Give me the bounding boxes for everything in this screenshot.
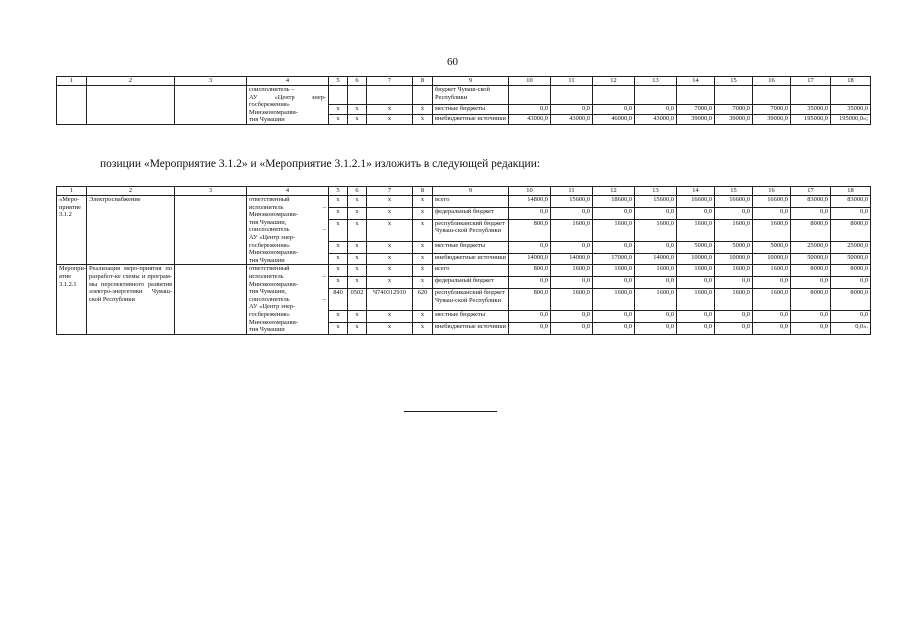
value-cell: 0,0 bbox=[791, 322, 831, 334]
column-number: 8 bbox=[413, 77, 433, 86]
cell-line: соисполнитель – bbox=[249, 226, 326, 234]
table-row bbox=[57, 86, 871, 105]
value-cell: 0,0 bbox=[635, 322, 677, 334]
value-cell: 0,0 bbox=[509, 241, 551, 253]
cell-line: исполнитель – bbox=[249, 203, 326, 211]
cell-line: госбережения» bbox=[249, 310, 290, 318]
table-cell: x bbox=[348, 277, 367, 289]
table-cell: Ч740312910 bbox=[367, 288, 413, 310]
cell-line: исполнитель – bbox=[249, 272, 326, 280]
table-cell: x bbox=[367, 196, 413, 208]
value-cell: 0,0 bbox=[635, 277, 677, 289]
column-number: 13 bbox=[635, 77, 677, 86]
value-cell: 0,0 bbox=[791, 277, 831, 289]
value-cell: 5000,0 bbox=[753, 241, 791, 253]
responsible-cell bbox=[247, 265, 329, 334]
column-number: 8 bbox=[413, 187, 433, 196]
table-cell: x bbox=[329, 104, 348, 114]
column-number: 10 bbox=[509, 187, 551, 196]
table-row bbox=[57, 196, 871, 208]
column-number: 14 bbox=[677, 77, 715, 86]
measure-name-cell: «Меро-приятие 3.1.2 bbox=[57, 196, 87, 265]
cell-line: соисполнитель – bbox=[249, 86, 295, 93]
value-cell: 43000,0 bbox=[635, 114, 677, 124]
table-cell: x bbox=[329, 277, 348, 289]
responsible-cell bbox=[247, 86, 329, 125]
funding-source-cell: местные бюджеты bbox=[433, 311, 509, 323]
column-number: 5 bbox=[329, 187, 348, 196]
table-cell: x bbox=[367, 207, 413, 219]
value-cell: 1600,0 bbox=[715, 288, 753, 310]
funding-source-cell: всего bbox=[433, 265, 509, 277]
value-cell: 18600,0 bbox=[593, 196, 635, 208]
value-cell: 0,0 bbox=[635, 207, 677, 219]
table-cell bbox=[329, 86, 348, 105]
value-cell bbox=[677, 86, 715, 105]
column-number: 9 bbox=[433, 187, 509, 196]
value-cell: 7000,0 bbox=[677, 104, 715, 114]
value-cell: 0,0 bbox=[509, 322, 551, 334]
table-cell: x bbox=[367, 311, 413, 323]
value-cell bbox=[551, 86, 593, 105]
cell-line: АУ «Центр энер- bbox=[249, 303, 296, 311]
cell-line: Минэкономразви- bbox=[249, 318, 298, 326]
value-cell: 16600,0 bbox=[677, 196, 715, 208]
measure-description-cell: Реализация меро-приятия по разработ-ке схемы и програм-мы перспективного развития электро-энергетики Чуваш-ской Республики bbox=[87, 265, 175, 334]
table-cell: x bbox=[329, 311, 348, 323]
value-cell: 1600,0 bbox=[551, 219, 593, 241]
table-cell: x bbox=[348, 241, 367, 253]
value-cell: 14000,0 bbox=[635, 253, 677, 265]
table-header-row bbox=[57, 77, 871, 86]
value-cell: 800,0 bbox=[509, 265, 551, 277]
table-continuation bbox=[56, 76, 871, 125]
value-cell: 8000,0 bbox=[791, 219, 831, 241]
column-number: 1 bbox=[57, 77, 87, 86]
value-cell: 1600,0 bbox=[593, 265, 635, 277]
cell-line: ответственный bbox=[249, 196, 290, 203]
cell-line: тия Чувашии bbox=[249, 326, 285, 334]
value-cell: 5000,0 bbox=[677, 241, 715, 253]
table-cell: 840 bbox=[329, 288, 348, 310]
cell-line: Минэкономразви- bbox=[249, 211, 298, 219]
value-cell: 0,0 bbox=[831, 207, 871, 219]
column-number: 7 bbox=[367, 77, 413, 86]
column-number: 16 bbox=[753, 187, 791, 196]
column-number: 1 bbox=[57, 187, 87, 196]
table-measures bbox=[56, 186, 871, 335]
value-cell: 46000,0 bbox=[593, 114, 635, 124]
value-cell: 0,0 bbox=[551, 277, 593, 289]
value-cell: 83000,0 bbox=[831, 196, 871, 208]
value-cell: 0,0 bbox=[593, 322, 635, 334]
value-cell: 0,0 bbox=[509, 207, 551, 219]
value-cell: 1600,0 bbox=[677, 219, 715, 241]
value-cell: 1600,0 bbox=[593, 288, 635, 310]
value-cell: 0,0 bbox=[551, 104, 593, 114]
column-number: 6 bbox=[348, 187, 367, 196]
responsible-cell bbox=[247, 196, 329, 265]
footer-rule bbox=[404, 411, 497, 412]
table-cell: x bbox=[413, 114, 433, 124]
value-cell: 39000,0 bbox=[715, 114, 753, 124]
table-cell: x bbox=[329, 219, 348, 241]
column-number: 6 bbox=[348, 77, 367, 86]
column-number: 15 bbox=[715, 77, 753, 86]
table-cell bbox=[348, 86, 367, 105]
table-cell: x bbox=[348, 253, 367, 265]
funding-source-cell: бюджет Чуваш-ской Республики bbox=[433, 86, 509, 105]
value-cell: 17000,0 bbox=[593, 253, 635, 265]
value-cell: 8000,0 bbox=[831, 265, 871, 277]
value-cell: 1600,0 bbox=[715, 265, 753, 277]
column-number: 12 bbox=[593, 187, 635, 196]
table-cell: x bbox=[367, 265, 413, 277]
table-cell: x bbox=[367, 241, 413, 253]
column-number: 11 bbox=[551, 77, 593, 86]
column-number: 10 bbox=[509, 77, 551, 86]
funding-source-cell: местные бюджеты bbox=[433, 104, 509, 114]
value-cell: 0,0 bbox=[551, 311, 593, 323]
value-cell bbox=[831, 86, 871, 105]
funding-source-cell: республиканский бюджет Чуваш-ской Республики bbox=[433, 288, 509, 310]
cell-line: соисполнитель – bbox=[249, 295, 326, 303]
table-header-row bbox=[57, 187, 871, 196]
value-cell: 1600,0 bbox=[753, 219, 791, 241]
value-cell: 0,0 bbox=[753, 322, 791, 334]
value-cell: 10000,0 bbox=[753, 253, 791, 265]
value-cell: 1600,0 bbox=[677, 288, 715, 310]
value-cell: 16600,0 bbox=[753, 196, 791, 208]
table-cell: 0502 bbox=[348, 288, 367, 310]
page-number: 60 bbox=[447, 56, 458, 68]
value-cell: 0,0 bbox=[791, 311, 831, 323]
value-cell: 43000,0 bbox=[509, 114, 551, 124]
value-cell: 0,0 bbox=[593, 277, 635, 289]
value-cell: 14800,0 bbox=[509, 196, 551, 208]
table-cell: x bbox=[367, 114, 413, 124]
value-cell: 14000,0 bbox=[509, 253, 551, 265]
table-cell: x bbox=[367, 253, 413, 265]
table-cell bbox=[367, 86, 413, 105]
column-number: 12 bbox=[593, 77, 635, 86]
value-cell: 16600,0 bbox=[715, 196, 753, 208]
value-cell: 8000,0 bbox=[831, 219, 871, 241]
table-cell: x bbox=[348, 114, 367, 124]
value-cell: 0,0 bbox=[831, 311, 871, 323]
column-number: 18 bbox=[831, 77, 871, 86]
table-cell: 620 bbox=[413, 288, 433, 310]
value-cell: 0,0 bbox=[791, 207, 831, 219]
cell-line: АУ «Центр энер- bbox=[249, 233, 296, 241]
cell-line: тия Чувашии, bbox=[249, 218, 287, 226]
funding-source-cell: всего bbox=[433, 196, 509, 208]
column-number: 4 bbox=[247, 77, 329, 86]
value-cell: 0,0 bbox=[593, 311, 635, 323]
value-cell: 10000,0 bbox=[715, 253, 753, 265]
table-cell bbox=[175, 196, 247, 265]
table-cell: x bbox=[413, 241, 433, 253]
value-cell bbox=[509, 86, 551, 105]
value-cell: 50000,0 bbox=[831, 253, 871, 265]
value-cell: 0,0 bbox=[677, 322, 715, 334]
value-cell: 14000,0 bbox=[551, 253, 593, 265]
cell-line: Минэкономразви- bbox=[249, 249, 298, 257]
column-number: 11 bbox=[551, 187, 593, 196]
table-cell: x bbox=[348, 196, 367, 208]
column-number: 15 bbox=[715, 187, 753, 196]
table-row bbox=[57, 265, 871, 277]
column-number: 4 bbox=[247, 187, 329, 196]
value-cell: 8000,0 bbox=[831, 288, 871, 310]
cell-line: госбережения» bbox=[249, 241, 290, 249]
column-number: 17 bbox=[791, 77, 831, 86]
column-number: 18 bbox=[831, 187, 871, 196]
table-cell: x bbox=[348, 219, 367, 241]
column-number: 16 bbox=[753, 77, 791, 86]
value-cell: 1600,0 bbox=[635, 288, 677, 310]
column-number: 3 bbox=[175, 187, 247, 196]
value-cell: 8000,0 bbox=[791, 265, 831, 277]
table-cell: x bbox=[413, 265, 433, 277]
table-cell: x bbox=[329, 322, 348, 334]
table-cell: x bbox=[329, 207, 348, 219]
table-cell: x bbox=[413, 196, 433, 208]
table-cell: x bbox=[367, 322, 413, 334]
value-cell: 0,0 bbox=[677, 277, 715, 289]
funding-source-cell: местные бюджеты bbox=[433, 241, 509, 253]
value-cell: 0,0 bbox=[753, 207, 791, 219]
value-cell: 0,0 bbox=[753, 277, 791, 289]
value-cell: 195000,0 bbox=[791, 114, 831, 124]
value-cell: 0,0 bbox=[551, 241, 593, 253]
table-cell: x bbox=[413, 219, 433, 241]
table-cell: x bbox=[367, 104, 413, 114]
value-cell: 10000,0 bbox=[677, 253, 715, 265]
value-cell: 1600,0 bbox=[677, 265, 715, 277]
funding-source-cell: республиканский бюджет Чуваш-ской Республики bbox=[433, 219, 509, 241]
table-cell: x bbox=[348, 207, 367, 219]
value-cell: 43000,0 bbox=[551, 114, 593, 124]
section-heading: позиции «Мероприятие 3.1.2» и «Мероприятие 3.1.2.1» изложить в следующей редакции: bbox=[100, 158, 541, 170]
value-cell: 15600,0 bbox=[551, 196, 593, 208]
value-cell: 0,0 bbox=[635, 311, 677, 323]
column-number: 14 bbox=[677, 187, 715, 196]
column-number: 5 bbox=[329, 77, 348, 86]
value-cell: 800,0 bbox=[509, 288, 551, 310]
value-cell bbox=[635, 86, 677, 105]
funding-source-cell: федеральный бюджет bbox=[433, 277, 509, 289]
table-cell: x bbox=[413, 104, 433, 114]
column-number: 9 bbox=[433, 77, 509, 86]
value-cell bbox=[791, 86, 831, 105]
column-number: 7 bbox=[367, 187, 413, 196]
value-cell: 0,0 bbox=[509, 311, 551, 323]
value-cell: 1600,0 bbox=[635, 219, 677, 241]
cell-line: Минэкономразви- bbox=[249, 108, 298, 116]
cell-line: тия Чувашии bbox=[249, 116, 285, 124]
table-cell: x bbox=[348, 322, 367, 334]
column-number: 17 bbox=[791, 187, 831, 196]
value-cell: 1600,0 bbox=[753, 265, 791, 277]
value-cell: 0,0 bbox=[509, 104, 551, 114]
value-cell: 35000,0 bbox=[791, 104, 831, 114]
table-cell: x bbox=[413, 207, 433, 219]
column-number: 3 bbox=[175, 77, 247, 86]
value-cell: 15600,0 bbox=[635, 196, 677, 208]
value-cell: 39000,0 bbox=[753, 114, 791, 124]
value-cell: 5000,0 bbox=[715, 241, 753, 253]
value-cell: 0,0 bbox=[551, 322, 593, 334]
value-cell: 0,0». bbox=[831, 322, 871, 334]
table-cell: x bbox=[348, 104, 367, 114]
value-cell: 0,0 bbox=[551, 207, 593, 219]
value-cell: 0,0 bbox=[715, 207, 753, 219]
value-cell: 0,0 bbox=[715, 322, 753, 334]
table-cell: x bbox=[329, 196, 348, 208]
value-cell: 7000,0 bbox=[753, 104, 791, 114]
value-cell: 0,0 bbox=[677, 311, 715, 323]
cell-line: АУ «Центр энер- bbox=[249, 93, 326, 101]
funding-source-cell: внебюджетные источники bbox=[433, 253, 509, 265]
table-cell: x bbox=[413, 311, 433, 323]
value-cell: 0,0 bbox=[831, 277, 871, 289]
cell-line: тия Чувашии, bbox=[249, 288, 287, 296]
cell-line: госбережения» bbox=[249, 101, 290, 109]
table-cell: x bbox=[329, 241, 348, 253]
funding-source-cell: внебюджетные источники bbox=[433, 114, 509, 124]
value-cell: 25000,0 bbox=[791, 241, 831, 253]
value-cell: 195000,0»; bbox=[831, 114, 871, 124]
value-cell: 1600,0 bbox=[635, 265, 677, 277]
value-cell: 0,0 bbox=[715, 277, 753, 289]
value-cell: 35000,0 bbox=[831, 104, 871, 114]
table-cell: x bbox=[348, 311, 367, 323]
value-cell: 0,0 bbox=[593, 207, 635, 219]
value-cell: 39000,0 bbox=[677, 114, 715, 124]
value-cell: 0,0 bbox=[677, 207, 715, 219]
table-cell: x bbox=[413, 277, 433, 289]
value-cell: 1600,0 bbox=[753, 288, 791, 310]
value-cell: 25000,0 bbox=[831, 241, 871, 253]
value-cell: 0,0 bbox=[593, 104, 635, 114]
value-cell: 0,0 bbox=[593, 241, 635, 253]
value-cell: 1600,0 bbox=[715, 219, 753, 241]
table-cell: x bbox=[329, 114, 348, 124]
table-cell: x bbox=[329, 265, 348, 277]
column-number: 2 bbox=[87, 187, 175, 196]
funding-source-cell: внебюджетные источники bbox=[433, 322, 509, 334]
value-cell: 800,0 bbox=[509, 219, 551, 241]
value-cell: 0,0 bbox=[509, 277, 551, 289]
table-cell: x bbox=[367, 219, 413, 241]
value-cell: 1600,0 bbox=[551, 288, 593, 310]
value-cell: 0,0 bbox=[753, 311, 791, 323]
value-cell: 1600,0 bbox=[551, 265, 593, 277]
value-cell: 8000,0 bbox=[791, 288, 831, 310]
funding-source-cell: федеральный бюджет bbox=[433, 207, 509, 219]
value-cell bbox=[715, 86, 753, 105]
measure-name-cell: Меропри-ятие 3.1.2.1 bbox=[57, 265, 87, 334]
value-cell: 83000,0 bbox=[791, 196, 831, 208]
table-cell bbox=[413, 86, 433, 105]
value-cell bbox=[753, 86, 791, 105]
value-cell: 0,0 bbox=[715, 311, 753, 323]
table-cell: x bbox=[413, 253, 433, 265]
cell-line: Минэкономразви- bbox=[249, 280, 298, 288]
measure-description-cell: Электроснабжение bbox=[87, 196, 175, 265]
table-cell: x bbox=[367, 277, 413, 289]
table-cell: x bbox=[329, 253, 348, 265]
column-number: 2 bbox=[87, 77, 175, 86]
cell-line: ответственный bbox=[249, 265, 290, 273]
value-cell: 1600,0 bbox=[593, 219, 635, 241]
table-cell bbox=[175, 265, 247, 334]
table-cell: x bbox=[348, 265, 367, 277]
value-cell: 7000,0 bbox=[715, 104, 753, 114]
value-cell: 0,0 bbox=[635, 241, 677, 253]
cell-line: тия Чувашии bbox=[249, 256, 285, 264]
value-cell: 50000,0 bbox=[791, 253, 831, 265]
column-number: 13 bbox=[635, 187, 677, 196]
value-cell bbox=[593, 86, 635, 105]
value-cell: 0,0 bbox=[635, 104, 677, 114]
table-cell: x bbox=[413, 322, 433, 334]
